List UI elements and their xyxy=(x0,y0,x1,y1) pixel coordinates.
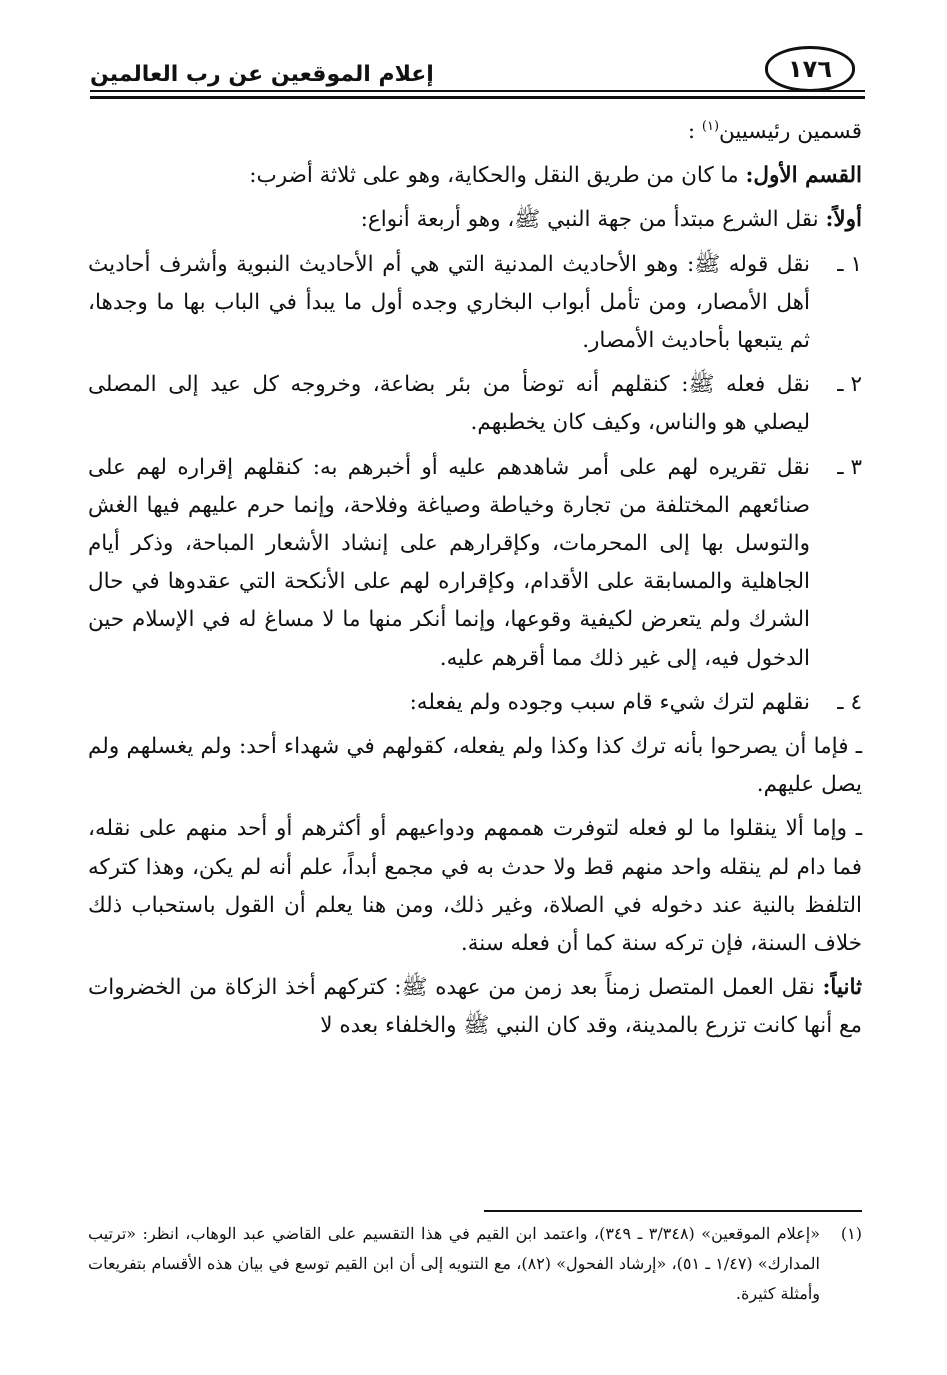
intro-colon: : xyxy=(687,119,696,144)
first-type xyxy=(88,201,862,239)
list-item-text: نقل تقريره لهم على أمر شاهدهم عليه أو أخبرهم به: كنقلهم إقراره لهم على صنائعهم المختلفة من تجارة وخياطة وصياغة وفلاحة، وإنما حرم عليهم فيها الغش والتوسل بها إلى المحرمات، وكإقرارهم على إنشاد الأشعار المباحة، وذكر أيام الجاهلية والمسابقة على الأقدام، وكإقراره لهم على الأنكحة التي عقدوها في حال الشرك ولم يتعرض لكيفية وقوعها، وإنما أنكر منها ما لا مساغ له في الإسلام حين الدخول فيه، إلى غير ذلك مما أقرهم عليه. xyxy=(88,454,810,671)
list-item-text: نقلهم لترك شيء قام سبب وجوده ولم يفعله: xyxy=(409,689,810,715)
footnote-text: «إعلام الموقعين» (٣/٣٤٨ ـ ٣٤٩)، واعتمد ابن القيم في هذا التقسيم على القاضي عبد الوهاب، انظر: «ترتيب المدارك» (١/٤٧ ـ ٥١)، «إرشاد الفحول» (٨٢)، مع التنويه إلى أن ابن القيم توسع في بيان هذه الأقسام بتفريعات وأمثلة كثيرة. xyxy=(88,1224,821,1303)
footnote xyxy=(88,1219,862,1309)
section-one xyxy=(88,157,862,195)
sub-point-a: ـ فإما أن يصرحوا بأنه ترك كذا وكذا ولم يفعله، كقولهم في شهداء أحد: ولم يغسلهم ولم يصل عليهم. xyxy=(88,734,862,798)
list-item xyxy=(88,246,862,361)
page-number: ١٧٦ xyxy=(765,46,855,92)
book-title: إعلام الموقعين عن رب العالمين xyxy=(90,62,434,87)
header-rule-thick xyxy=(90,96,865,99)
second-type-label: ثانياً: xyxy=(822,975,862,1001)
footnote-ref[interactable]: (١) xyxy=(701,118,720,134)
section-one-label: القسم الأول: xyxy=(745,163,862,189)
list-item-text: نقل قوله ﷺ: وهو الأحاديث المدنية التي هي أم الأحاديث النبوية وأشرف أحاديث أهل الأمصار، ومن تأمل أبواب البخاري وجده أول ما يبدأ في الباب بها ما وجدها، ثم يتبعها بأحاديث الأمصار. xyxy=(88,251,810,354)
header-rule xyxy=(90,90,865,92)
list-item-text: نقل فعله ﷺ: كنقلهم أنه توضأ من بئر بضاعة، وخروجه كل عيد إلى المصلى ليصلي هو والناس، وكيف كان يخطبهم. xyxy=(88,372,810,436)
second-type xyxy=(88,969,862,1045)
intro-line xyxy=(88,113,862,151)
list-item-number: ١ ـ xyxy=(837,251,862,277)
first-type-text: نقل الشرع مبتدأ من جهة النبي ﷺ، وهو أربعة أنواع: xyxy=(360,207,819,233)
list-item xyxy=(88,684,862,722)
second-type-text: نقل العمل المتصل زمناً بعد زمن من عهده ﷺ: كتركهم أخذ الزكاة من الخضروات مع أنها كانت تزرع بالمدينة، وقد كان النبي ﷺ والخلفاء بعده لا xyxy=(88,975,862,1039)
footnote-number: (١) xyxy=(840,1224,862,1243)
list-item-number: ٢ ـ xyxy=(837,372,862,398)
sub-point-b: ـ وإما ألا ينقلوا ما لو فعله لتوفرت هممهم ودواعيهم أو أكثرهم أو أحد منهم على نقله، فما دام لم ينقله واحد منهم قط ولا حدث به في مجمع أبداً، علم أنه لم يكن، وهذا كتركه التلفظ بالنية عند دخوله في الصلاة، وغير ذلك، ومن هنا يعلم أن القول باستحباب ذلك خلاف السنة، فإن تركه سنة كما أن فعله سنة. xyxy=(88,816,862,957)
list-item-number: ٤ ـ xyxy=(837,689,862,715)
page-header xyxy=(90,44,865,100)
section-one-text: ما كان من طريق النقل والحكاية، وهو على ثلاثة أضرب: xyxy=(249,163,739,189)
page-body xyxy=(88,113,862,1046)
list-item xyxy=(88,449,862,678)
footnote-separator xyxy=(484,1210,862,1212)
first-type-label: أولاً: xyxy=(825,207,862,233)
list-item xyxy=(88,366,862,442)
list-item-number: ٣ ـ xyxy=(837,454,862,480)
intro-text: قسمين رئيسيين xyxy=(719,119,862,144)
